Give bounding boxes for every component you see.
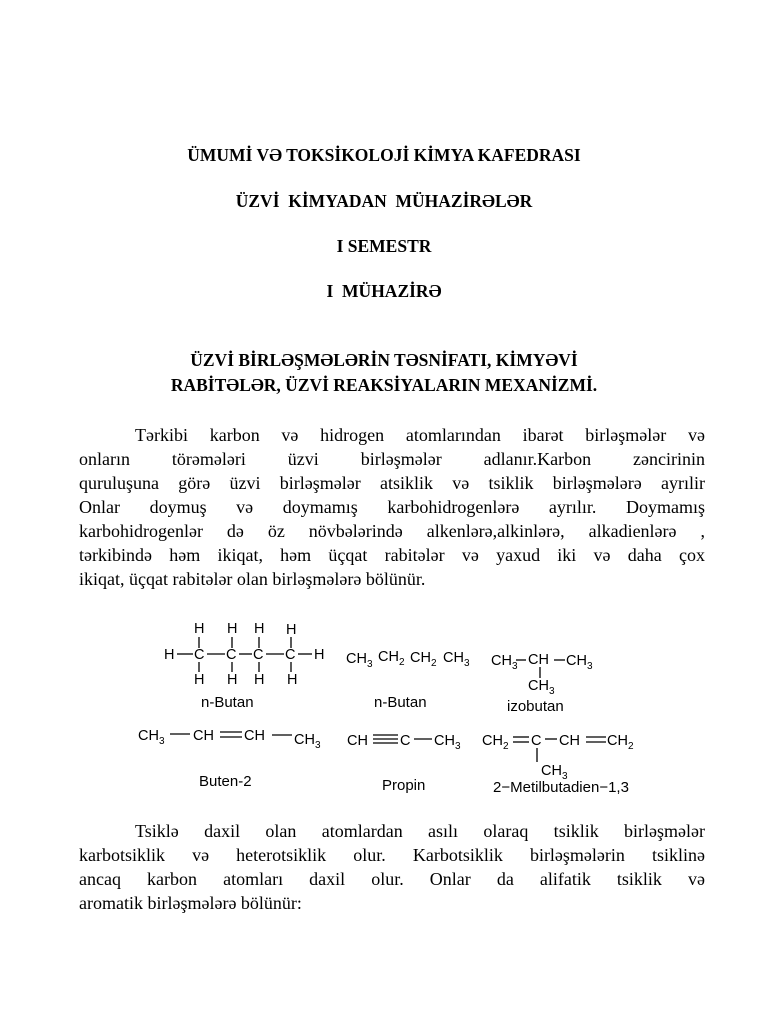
svg-text:H: H [314,647,325,663]
metilbutadien-formula [482,733,634,796]
metilbutadien-label: 2−Metilbutadien−1,3 [493,779,629,796]
paragraph-line: karbohidrogenlər də öz növbələrində alkenlərə,alkinlərə, alkadienlərə , [79,521,705,541]
svg-text:CH2: $CH_2$ [410,650,437,669]
paragraph-line: onların törəmələri üzvi birləşmələr adlanır.Karbon zəncirinin [79,449,705,469]
paragraph-line: ikiqat, üçqat rabitələr olan birləşmələrə bölünür. [79,569,426,589]
buten-2-label: Buten-2 [199,773,252,790]
paragraph-1 [79,423,705,591]
course-title: ÜZVİ KİMYADAN MÜHAZİRƏLƏR [235,191,533,211]
paragraph-line: aromatik birləşmələrə bölünür: [79,893,302,913]
svg-text:C: C [226,647,237,663]
svg-text:CH: CH [244,728,265,744]
svg-text:C: C [285,647,296,663]
svg-text:CH: CH [559,733,580,749]
svg-text:H: H [194,672,205,688]
svg-text:C: C [400,733,411,749]
topic-title-line-1: ÜZVİ BİRLƏŞMƏLƏRİN TƏSNİFATI, KİMYƏVİ [190,350,578,370]
svg-text:CH3: $CH_3$ [346,651,373,670]
svg-text:CH: CH [347,733,368,749]
n-butan-condensed-formula [346,649,470,711]
svg-text:H: H [287,672,298,688]
svg-text:CH3: $CH_3$ [566,653,593,672]
svg-text:CH3: $CH_3$ [541,763,568,782]
svg-text:C: C [194,647,205,663]
svg-text:H: H [227,672,238,688]
lecture-title: I MÜHAZİRƏ [326,281,442,301]
n-butan-label: n-Butan [201,694,254,711]
izobutan-label: izobutan [507,698,564,715]
svg-text:CH2: $CH_2$ [482,733,509,752]
svg-text:CH3: $CH_3$ [294,732,321,751]
svg-text:H: H [164,647,175,663]
n-butan-structural-formula [164,621,324,711]
propin-formula [347,733,461,794]
izobutan-formula [491,652,593,715]
buten-2-formula [138,728,321,790]
paragraph-line: tərkibində həm ikiqat, həm üçqat rabitələr və yaxud iki və daha çox [79,545,705,565]
svg-text:H: H [254,672,265,688]
svg-text:C: C [531,733,542,749]
svg-text:CH3: $CH_3$ [528,678,555,697]
semester-title: I SEMESTR [336,236,432,256]
svg-text:CH3: $CH_3$ [443,650,470,669]
structural-formulas-figure [0,600,768,810]
paragraph-2 [79,819,705,915]
n-butan-label-2: n-Butan [374,694,427,711]
paragraph-line: quruluşuna görə üzvi birləşmələr atsiklik və tsiklik birləşmələrə ayrılir [79,473,705,493]
paragraph-line: Tərkibi karbon və hidrogen atomlarından ibarət birləşmələr və [135,425,705,445]
paragraph-line: ancaq karbon atomları daxil olur. Onlar da alifatik tsiklik və [79,869,705,889]
svg-text:CH2: $CH_2$ [378,649,405,668]
svg-text:H: H [227,621,238,637]
paragraph-line: karbotsiklik və heterotsiklik olur. Karbotsiklik birləşmələrin tsiklinə [79,845,705,865]
svg-text:CH: CH [193,728,214,744]
svg-text:CH3: $CH_3$ [434,733,461,752]
svg-text:H: H [194,621,205,637]
topic-title-line-2: RABİTƏLƏR, ÜZVİ REAKSİYALARIN MEXANİZMİ. [170,375,598,395]
svg-text:CH3: $CH_3$ [491,653,518,672]
svg-text:H: H [254,621,265,637]
svg-text:CH: CH [528,652,549,668]
department-title: ÜMUMİ VƏ TOKSİKOLOJİ KİMYA KAFEDRASI [187,145,581,165]
svg-text:H: H [286,622,297,638]
svg-text:CH3: $CH_3$ [138,728,165,747]
paragraph-line: Onlar doymuş və doymamış karbohidrogenlərə ayrılır. Doymamış [79,497,705,517]
propin-label: Propin [382,777,426,794]
svg-text:C: C [253,647,264,663]
paragraph-line: Tsiklə daxil olan atomlardan asılı olaraq tsiklik birləşmələr [135,821,705,841]
svg-text:CH2: $CH_2$ [607,733,634,752]
